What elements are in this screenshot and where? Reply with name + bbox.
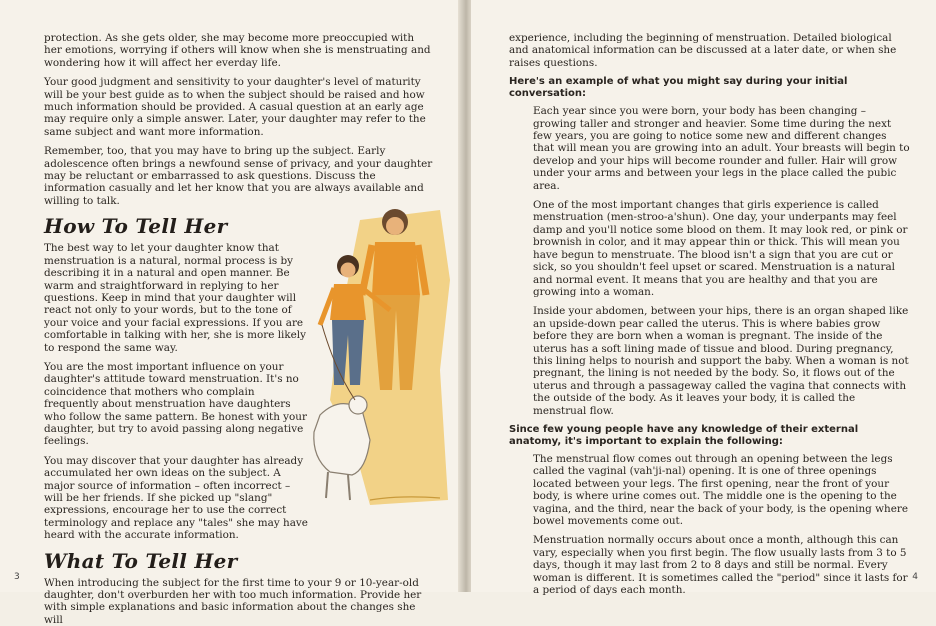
paragraph: Your good judgment and sensitivity to your daughter's level of maturity will be your best guide as to when the subject should be raised and how much information should be provided. A casual question at an early age may require only a simple answer. Later, your daughter may refer to the same subject and want more information.	[44, 76, 426, 138]
paragraph: Menstruation normally occurs about once a month, although this can vary, especially when you first begin. The flow usually lasts from 3 to 5 days, though it may last from 2 to 8 days and still be normal. Every woman is different. It is sometimes called the "period" since it lasts for a period of days each month.	[533, 534, 908, 597]
paragraph: The best way to let your daughter know that menstruation is a natural, normal process is by describing it in a natural and open manner. Be warm and straightforward in replying to her questions. Keep in mind that your daughter will react not only to your words, but to the tone of your voice and your facial expressions. If you are comfortable in talking with her, she is more likely to respond the same way.	[44, 242, 306, 354]
right-page	[471, 0, 936, 597]
page-number: 3	[14, 572, 20, 582]
paragraph: experience, including the beginning of menstruation. Detailed biological and anatomical information can be discussed at a later date, or when she raises questions.	[509, 32, 897, 69]
paragraph: Each year since you were born, your body has been changing – growing taller and stronger and heavier. Some time during the next few years, you are going to notice some new and different changes that will mean you are growing into an adult. Your breasts will begin to develop and your hips will become rounder and fuller. Hair will grow under your arms and between your legs in the place called the pubic area.	[533, 105, 910, 192]
heading-what-to-tell-her: What To Tell Her	[44, 548, 238, 573]
children-with-dog-illustration	[300, 200, 450, 510]
left-page	[0, 0, 463, 626]
example-section	[509, 105, 910, 417]
paragraph: Inside your abdomen, between your hips, there is an organ shaped like an upside-down pear called the uterus. This is where babies grow before they are born when a woman is pregnant. The inside of the uterus has a soft lining made of tissue and blood. During pregnancy, this lining helps to nourish and support the baby. When a woman is not pregnant, the lining is not needed by the body. So, it flows out of the uterus and through a passageway called the vagina that connects with the outside of the body. As it leaves your body, it is called the menstrual flow.	[533, 305, 909, 417]
page-number: 4	[912, 572, 918, 582]
paragraph: Remember, too, that you may have to bring up the subject. Early adolescence often brings a newfound sense of privacy, and your daughter may be reluctant or embarrassed to ask questions. Discuss the information casually and let her know that you are always available and willing to talk.	[44, 145, 433, 207]
subheading-example: Here's an example of what you might say during your initial conversation:	[509, 76, 848, 100]
paragraph: When introducing the subject for the first time to your 9 or 10-year-old daughter, don't overburden her with too much information. Provide her with simple explanations and basic information about the changes she will	[44, 576, 422, 626]
paragraph: One of the most important changes that girls experience is called menstruation (men-stroo-a'shun). One day, your underpants may feel damp and you'll notice some blood on them. It may look red, or pink or brownish in color, and it may appear thin or thick. This will mean you have begun to menstruate. The blood isn't a sign that you are cut or sick, so you shouldn't feel upset or scared. Menstruation is a natural and normal event. It means that you are healthy and that you are growing into a woman.	[533, 199, 908, 298]
how-section	[44, 242, 312, 541]
paragraph: You are the most important influence on your daughter's attitude toward menstruation. It's no coincidence that mothers who complain frequently about menstruation have daughters who follow the same pattern. Be honest with your daughter, but try to avoid passing along negative feelings.	[44, 360, 307, 448]
paragraph: You may discover that your daughter has already accumulated her own ideas on the subject. A major source of information – often incorrect – will be her friends. If she picked up "slang" expressions, encourage her to use the correct terminology and replace any "tales" she may have heard with the accurate information.	[44, 454, 308, 542]
paragraph: protection. As she gets older, she may become more preoccupied with her emotions, worrying if others will know when she is menstruating and wondering how it will affect her everday life.	[44, 32, 431, 69]
paragraph: The menstrual flow comes out through an opening between the legs called the vaginal (vah'ji-nal) opening. It is one of three openings located between your legs. The first opening, near the front of your body, is where urine comes out. The middle one is the opening to the vagina, and the third, near the back of your body, is the opening where bowel movements come out.	[533, 452, 908, 527]
subheading-anatomy: Since few young people have any knowledge of their external anatomy, it's important to explain the following:	[509, 423, 859, 447]
anatomy-section	[509, 453, 910, 596]
heading-how-to-tell-her: How To Tell Her	[44, 214, 228, 239]
